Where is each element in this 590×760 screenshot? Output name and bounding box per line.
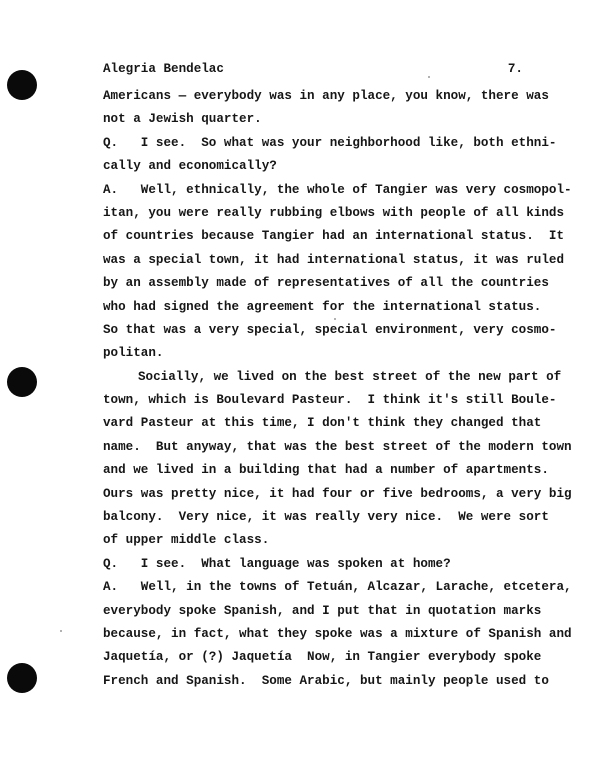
punch-hole-top: [7, 70, 37, 100]
text-line: itan, you were really rubbing elbows with people of all kinds: [103, 205, 565, 220]
text-line: politan.: [103, 346, 164, 361]
paragraph-start-line: Socially, we lived on the best street of the new part of: [138, 369, 562, 384]
answer-line: A. Well, ethnically, the whole of Tangier was very cosmopol-: [103, 182, 572, 197]
text-line: Jaquetía, or (?) Jaquetía Now, in Tangier everybody spoke: [103, 650, 542, 665]
text-line: not a Jewish quarter.: [103, 112, 262, 127]
text-line: Americans — everybody was in any place, you know, there was: [103, 89, 549, 103]
text-line: of countries because Tangier had an international status. It: [103, 229, 565, 244]
text-line: name. But anyway, that was the best street of the modern town: [103, 439, 572, 454]
text-line: vard Pasteur at this time, I don't think they changed that: [103, 416, 542, 431]
text-line: of upper middle class.: [103, 533, 270, 548]
text-line: town, which is Boulevard Pasteur. I think it's still Boule-: [103, 393, 557, 408]
text-line: because, in fact, what they spoke was a mixture of Spanish and: [103, 626, 572, 641]
question-line: Q. I see. So what was your neighborhood like, both ethni-: [103, 135, 557, 150]
text-line: cally and economically?: [103, 159, 277, 174]
question-line: Q. I see. What language was spoken at home?: [103, 556, 451, 571]
transcript-body: [103, 85, 572, 693]
punch-hole-middle: [7, 367, 37, 397]
text-line: and we lived in a building that had a number of apartments.: [103, 463, 549, 478]
answer-line: A. Well, in the towns of Tetuán, Alcazar, Larache, etcetera,: [103, 580, 572, 595]
text-line: was a special town, it had international status, it was ruled: [103, 252, 565, 267]
scan-speck: [60, 630, 62, 632]
text-line: by an assembly made of representatives of all the countries: [103, 276, 549, 291]
text-line: Ours was pretty nice, it had four or five bedrooms, a very big: [103, 486, 572, 501]
text-line: who had signed the agreement for the international status.: [103, 299, 542, 314]
text-line: everybody spoke Spanish, and I put that in quotation marks: [103, 603, 542, 618]
page-header: [103, 62, 523, 82]
page-number: 7.: [507, 62, 523, 76]
text-line: French and Spanish. Some Arabic, but mainly people used to: [103, 673, 549, 688]
text-line: balcony. Very nice, it was really very nice. We were sort: [103, 510, 549, 525]
text-line: So that was a very special, special environment, very cosmo-: [103, 322, 557, 337]
punch-hole-bottom: [7, 663, 37, 693]
interviewee-name: Alegria Bendelac: [103, 62, 224, 76]
